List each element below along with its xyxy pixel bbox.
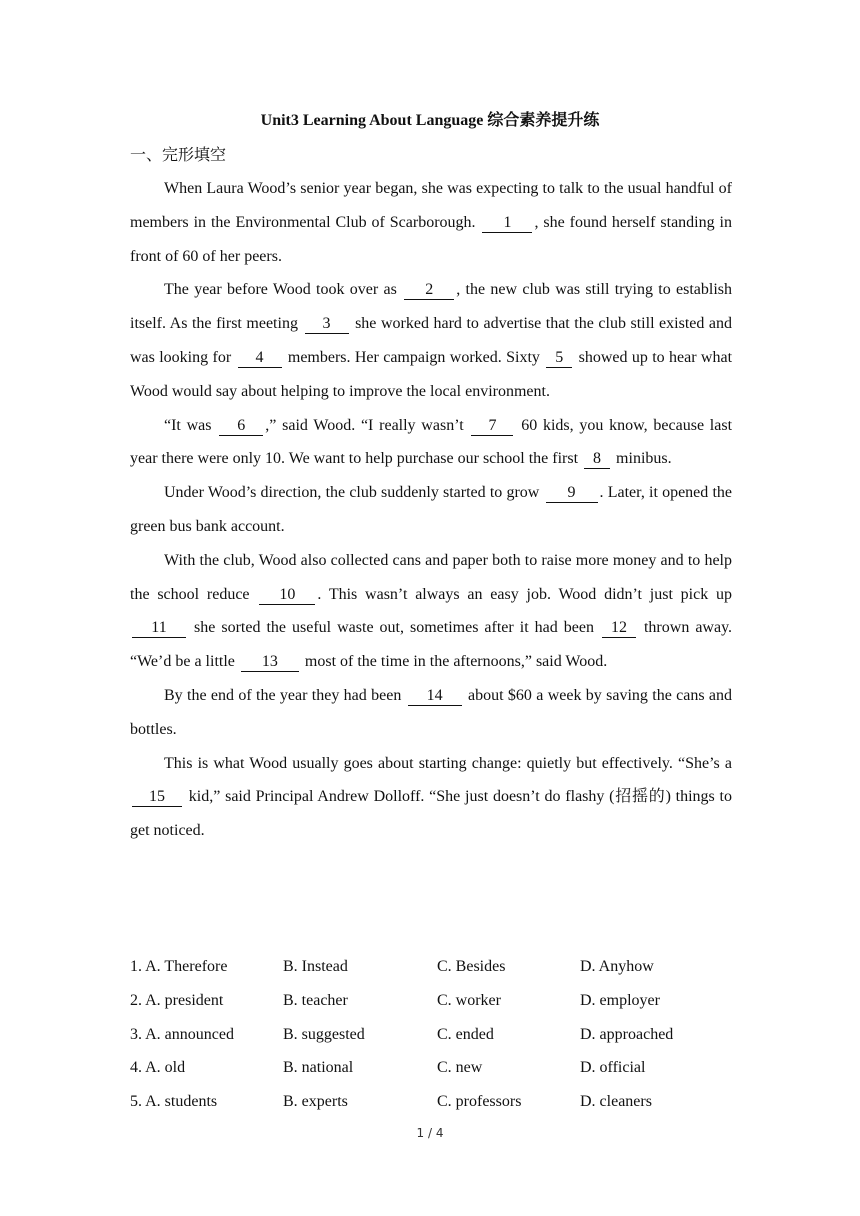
blank-7: 7 — [471, 417, 513, 436]
blank-11: 11 — [132, 619, 186, 638]
text: she worked hard to advertise that the club still existed and was looking for — [130, 315, 733, 366]
text: When Laura Wood’s senior year began, she was expecting to talk to the usual handful of members in the Environmental Club of Scarborough. — [130, 180, 732, 231]
options-row-3 — [130, 1018, 750, 1052]
option: D. approached — [580, 1025, 674, 1043]
text: By the end of the year they had been — [164, 686, 402, 704]
blank-13: 13 — [241, 653, 299, 672]
page-title: Unit3 Learning About Language 综合素养提升练 — [260, 112, 600, 129]
paragraph-1 — [130, 172, 732, 273]
text: members. Her campaign worked. Sixty — [287, 348, 540, 366]
option: D. official — [580, 1059, 646, 1077]
option: C. professors — [437, 1093, 522, 1111]
blank-1: 1 — [482, 214, 532, 233]
blank-15: 15 — [132, 788, 182, 807]
text: about $60 a week by saving the cans and bottles. — [130, 686, 733, 738]
text: most of the time in the afternoons,” said Wood. — [304, 653, 608, 671]
paragraph-6 — [130, 679, 732, 747]
paragraph-2 — [130, 273, 732, 408]
text: “It was — [164, 416, 212, 434]
page-number: 1 / 4 — [416, 1126, 444, 1140]
answer-options — [130, 950, 750, 1119]
option: B. national — [283, 1059, 354, 1077]
blank-8: 8 — [584, 450, 610, 469]
blank-10: 10 — [259, 586, 315, 605]
option: 3. A. announced — [130, 1025, 234, 1043]
text: With the club, Wood also collected cans and paper both to raise more money and to help the school reduce — [130, 551, 732, 603]
option: 4. A. old — [130, 1059, 186, 1077]
paragraph-4 — [130, 476, 732, 544]
blank-12: 12 — [602, 619, 636, 638]
text: Under Wood’s direction, the club suddenly started to grow — [164, 484, 540, 502]
blank-2: 2 — [404, 281, 454, 300]
blank-3: 3 — [305, 315, 349, 334]
option: D. Anyhow — [580, 958, 654, 975]
text: The year before Wood took over as — [164, 281, 397, 299]
option: C. worker — [437, 991, 501, 1009]
text: This is what Wood usually goes about starting change: quietly but effectively. “She’s a — [164, 754, 732, 772]
text: showed up to hear what Wood would say about helping to improve the local environment. — [130, 348, 733, 400]
options-row-1 — [130, 950, 750, 984]
option: C. ended — [437, 1025, 494, 1043]
options-row-5 — [130, 1085, 750, 1119]
options-row-2 — [130, 984, 750, 1018]
option: D. cleaners — [580, 1093, 652, 1111]
blank-5: 5 — [546, 349, 572, 368]
text: thrown away. “We’d be a little — [130, 619, 733, 671]
options-row-4 — [130, 1051, 750, 1085]
option: C. Besides — [437, 958, 506, 975]
text: . This wasn’t always an easy job. Wood didn’t just pick up — [317, 585, 733, 603]
section-heading: 一、完形填空 — [130, 147, 227, 164]
option: B. suggested — [283, 1025, 365, 1043]
text: ,” said Wood. “I really wasn’t — [265, 416, 464, 434]
passage — [130, 172, 732, 848]
blank-4: 4 — [238, 349, 282, 368]
option: B. teacher — [283, 991, 348, 1009]
blank-14: 14 — [408, 687, 462, 706]
blank-9: 9 — [546, 484, 598, 503]
text: , she found herself standing in front of 60 of her peers. — [130, 213, 732, 265]
text: 60 kids, you know, because last year there were only 10. We want to help purchase our school the first — [130, 416, 733, 468]
option: B. Instead — [283, 958, 348, 975]
text: she sorted the useful waste out, sometimes after it had been — [194, 619, 594, 637]
text: kid,” said Principal Andrew Dolloff. “She just doesn’t do flashy (招摇的) things to get noticed. — [130, 788, 732, 840]
text: . Later, it opened the green bus bank account. — [130, 484, 733, 535]
option: 1. A. Therefore — [130, 958, 228, 975]
paragraph-5 — [130, 544, 732, 679]
option: C. new — [437, 1059, 483, 1077]
text: , the new club was still trying to establish itself. As the first meeting — [130, 281, 733, 333]
text: minibus. — [616, 450, 672, 468]
option: D. employer — [580, 991, 660, 1009]
option: B. experts — [283, 1093, 348, 1111]
option: 2. A. president — [130, 991, 224, 1009]
paragraph-7 — [130, 747, 732, 848]
paragraph-3 — [130, 409, 732, 477]
option: 5. A. students — [130, 1093, 218, 1111]
blank-6: 6 — [219, 417, 263, 436]
